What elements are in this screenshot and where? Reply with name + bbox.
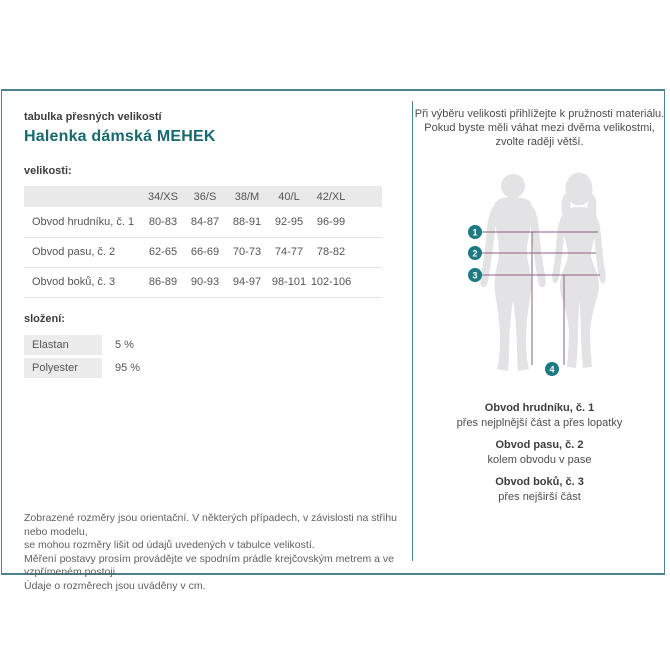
disclaimer-text <box>24 512 416 593</box>
table-row <box>24 207 382 237</box>
marker-4-badge <box>545 362 559 376</box>
size-table <box>24 186 382 298</box>
size-column-header: 34/XS <box>142 186 184 207</box>
cell-spacer <box>352 267 382 297</box>
cell: 96-99 <box>310 207 352 237</box>
marker-3-badge <box>468 268 482 282</box>
cell-spacer <box>352 237 382 267</box>
row-label: Obvod hrudníku, č. 1 <box>24 207 142 237</box>
size-column-header: 36/S <box>184 186 226 207</box>
measurement-title: Obvod pasu, č. 2 <box>495 439 584 451</box>
size-column-header: 42/XL <box>310 186 352 207</box>
size-table-corner <box>24 186 142 207</box>
svg-text:2: 2 <box>472 248 478 259</box>
composition-row <box>24 335 324 355</box>
sizes-label: velikosti: <box>24 165 72 177</box>
male-silhouette <box>480 174 545 371</box>
cell: 98-101 <box>268 267 310 297</box>
cell: 62-65 <box>142 237 184 267</box>
row-label: Obvod pasu, č. 2 <box>24 237 142 267</box>
material-name: Polyester <box>24 358 102 378</box>
size-table-header-row <box>24 186 382 207</box>
advice-line: zvolte raději větší. <box>495 136 584 148</box>
advice-line: Při výběru velikosti přihlížejte k pružnosti materiálu. <box>414 108 665 120</box>
svg-text:3: 3 <box>472 270 478 281</box>
size-table-spacer <box>352 186 382 207</box>
material-percent: 5 % <box>115 339 134 351</box>
cell: 92-95 <box>268 207 310 237</box>
size-chart-panel <box>1 89 665 592</box>
cell: 80-83 <box>142 207 184 237</box>
composition-row <box>24 358 324 378</box>
table-row <box>24 237 382 267</box>
cell: 88-91 <box>226 207 268 237</box>
size-column-header: 40/L <box>268 186 310 207</box>
measurement-title: Obvod boků, č. 3 <box>495 476 584 488</box>
product-title: Halenka dámská MEHEK <box>24 128 216 145</box>
disclaimer-line: Údaje o rozměrech jsou uváděny v cm. <box>24 579 206 592</box>
advice-line: Pokud byste měli váhat mezi dvěma velikostmi, <box>424 122 655 134</box>
cell: 86-89 <box>142 267 184 297</box>
row-label: Obvod boků, č. 3 <box>24 267 142 297</box>
measurement-desc: přes nejplnější část a přes lopatky <box>456 417 623 429</box>
cell-spacer <box>352 207 382 237</box>
cell: 84-87 <box>184 207 226 237</box>
measurement-desc: přes nejširší část <box>498 491 581 503</box>
cell: 102-106 <box>310 267 352 297</box>
size-advice-text <box>413 107 666 149</box>
cell: 74-77 <box>268 237 310 267</box>
measurement-desc: kolem obvodu v pase <box>487 454 592 466</box>
disclaimer-line: Měření postavy prosím provádějte ve spodním prádle krejčovským metrem a ve vzpřímeném postoji. <box>24 552 394 578</box>
measurement-legend <box>413 394 666 505</box>
composition-label: složení: <box>24 313 65 325</box>
cell: 94-97 <box>226 267 268 297</box>
disclaimer-line: Zobrazené rozměry jsou orientační. V některých případech, v závislosti na střihu nebo modelu, <box>24 512 397 538</box>
marker-2-badge <box>468 246 482 260</box>
female-silhouette <box>552 173 605 369</box>
svg-text:1: 1 <box>472 227 478 238</box>
cell: 90-93 <box>184 267 226 297</box>
marker-1-badge <box>468 225 482 239</box>
table-caption: tabulka přesných velikostí <box>24 111 162 123</box>
cell: 66-69 <box>184 237 226 267</box>
disclaimer-line: se mohou rozměry lišit od údajů uvedených v tabulce velikostí. <box>24 539 315 551</box>
cell: 70-73 <box>226 237 268 267</box>
material-name: Elastan <box>24 335 102 355</box>
cell: 78-82 <box>310 237 352 267</box>
size-column-header: 38/M <box>226 186 268 207</box>
measurement-title: Obvod hrudníku, č. 1 <box>484 402 595 414</box>
table-row <box>24 267 382 297</box>
material-percent: 95 % <box>115 362 141 374</box>
body-measurement-diagram <box>413 169 663 384</box>
svg-text:4: 4 <box>549 364 555 375</box>
